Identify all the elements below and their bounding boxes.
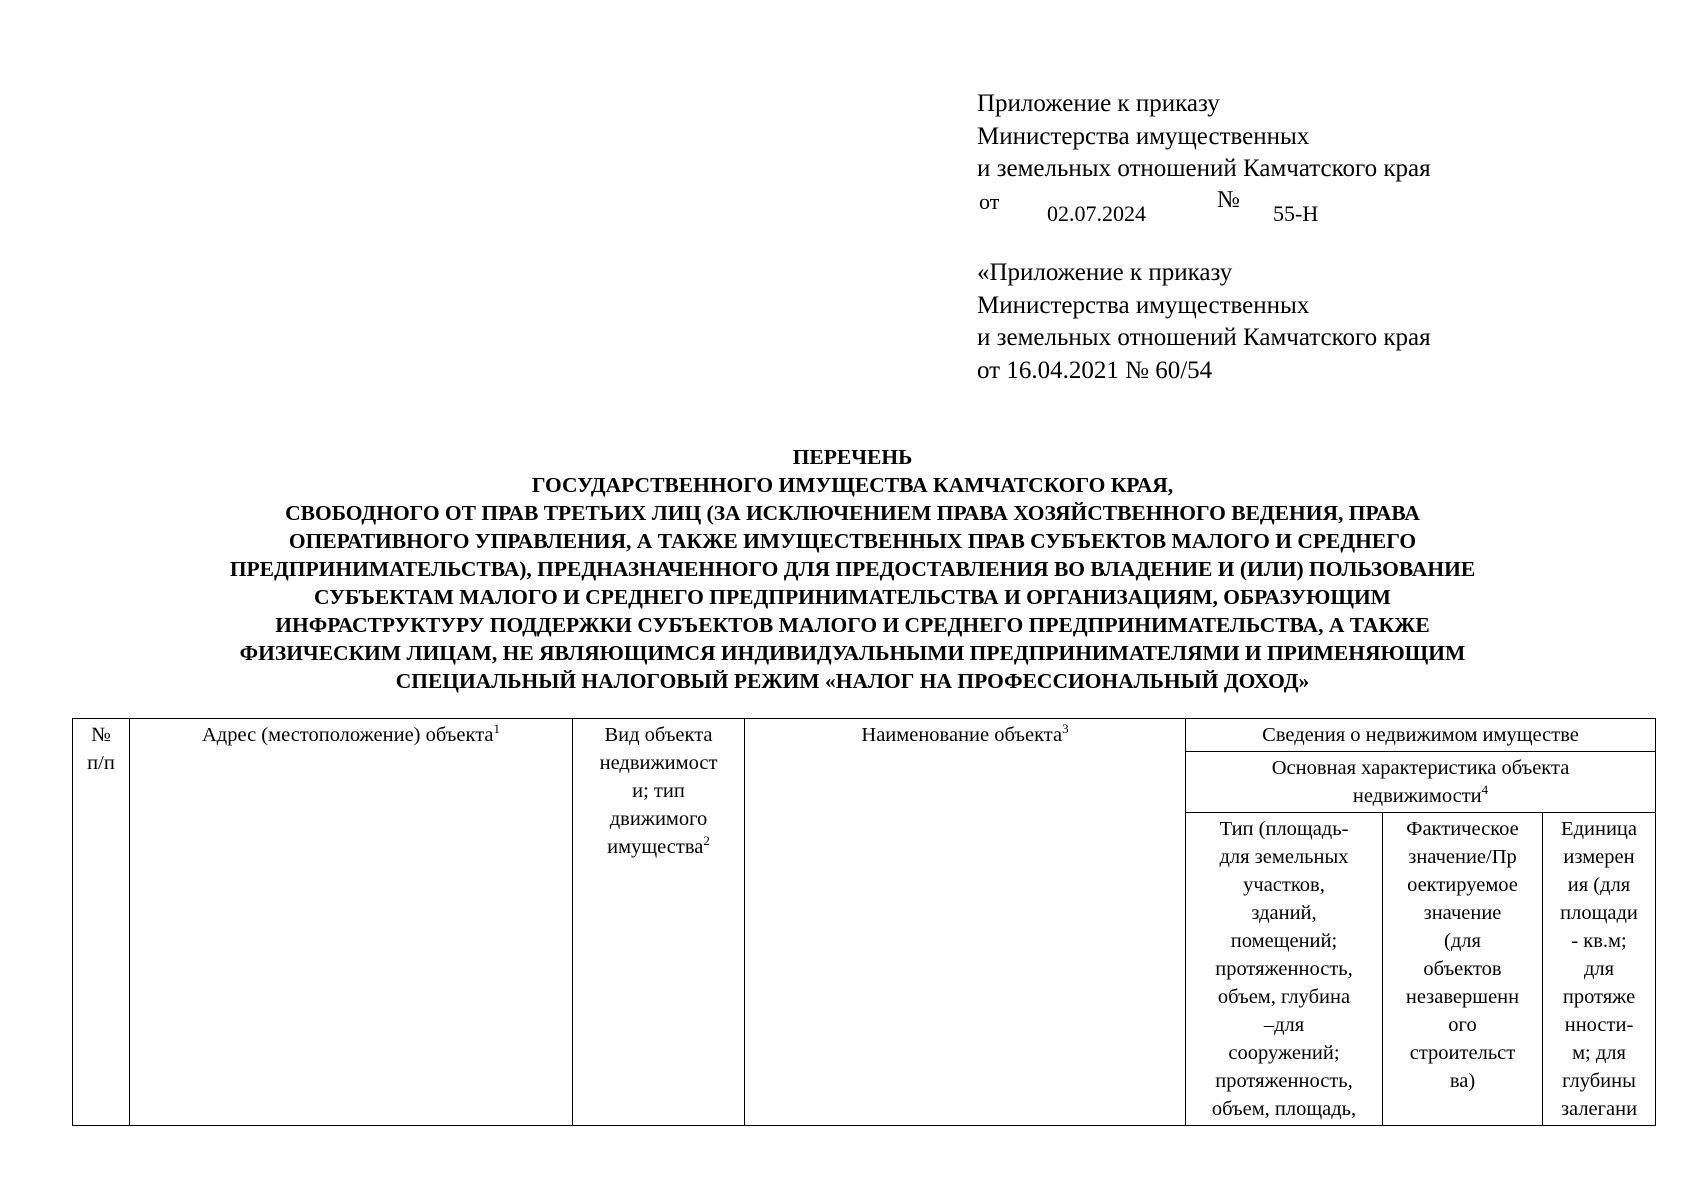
order-number: 55-Н xyxy=(1273,200,1319,226)
title-line: СУБЪЕКТАМ МАЛОГО И СРЕДНЕГО ПРЕДПРИНИМАТЕЛЬСТВА И ОРГАНИЗАЦИЯМ, ОБРАЗУЮЩИМ xyxy=(314,585,1391,609)
title-line: ИНФРАСТРУКТУРУ ПОДДЕРЖКИ СУБЪЕКТОВ МАЛОГО И СРЕДНЕГО ПРЕДПРИНИМАТЕЛЬСТВА, А ТАКЖЕ xyxy=(275,613,1430,637)
annex-line: «Приложение к приказу xyxy=(977,259,1233,286)
date-prefix: от xyxy=(979,188,1000,214)
header-main-characteristic: Основная характеристика объекта недвижимости$^4$ xyxy=(1186,752,1656,813)
header-realty-info: Сведения о недвижимом имуществе xyxy=(1186,719,1656,752)
annex-previous-order xyxy=(977,257,1617,387)
annex-line: Приложение к приказу xyxy=(977,90,1220,117)
header-object-name: Наименование объекта$^3$ xyxy=(745,719,1186,1126)
annex-line: и земельных отношений Камчатского края xyxy=(977,155,1431,182)
document-title xyxy=(120,443,1585,695)
property-registry-table xyxy=(72,718,1656,1126)
header-object-kind: Вид объекта недвижимост и; тип движимого имущества$^2$ xyxy=(573,719,745,1126)
number-sign: № xyxy=(1217,186,1240,213)
title-line: ОПЕРАТИВНОГО УПРАВЛЕНИЯ, А ТАКЖЕ ИМУЩЕСТВЕННЫХ ПРАВ СУБЪЕКТОВ МАЛОГО И СРЕДНЕГО xyxy=(288,529,1417,553)
annex-line: Министерства имущественных xyxy=(977,291,1310,319)
header-number: № п/п xyxy=(73,719,130,1126)
order-date: 02.07.2024 xyxy=(1047,200,1146,226)
title-line: ФИЗИЧЕСКИМ ЛИЦАМ, НЕ ЯВЛЯЮЩИМСЯ ИНДИВИДУАЛЬНЫМИ ПРЕДПРИНИМАТЕЛЯМИ И ПРИМЕНЯЮЩИМ xyxy=(239,641,1466,665)
header-address: Адрес (местоположение) объекта$^1$ xyxy=(130,719,573,1126)
annex-current-order xyxy=(977,88,1617,226)
title-line: ПЕРЕЧЕНЬ xyxy=(792,445,913,469)
footnote-3: 3 xyxy=(1062,721,1069,737)
annex-line: от 16.04.2021 № 60/54 xyxy=(977,356,1213,384)
header-characteristic-type: Тип (площадь- для земельных участков, зданий, помещений; протяженность, объем, глубина –для сооружений; протяженность, объем, площадь, xyxy=(1186,813,1383,1126)
annex-line: Министерства имущественных xyxy=(977,122,1310,150)
annex-line: и земельных отношений Камчатского края xyxy=(977,324,1431,351)
title-line: СПЕЦИАЛЬНЫЙ НАЛОГОВЫЙ РЕЖИМ «НАЛОГ НА ПРОФЕССИОНАЛЬНЫЙ ДОХОД» xyxy=(395,669,1310,693)
footnote-4: 4 xyxy=(1481,782,1489,798)
title-line: СВОБОДНОГО ОТ ПРАВ ТРЕТЬИХ ЛИЦ (ЗА ИСКЛЮЧЕНИЕМ ПРАВА ХОЗЯЙСТВЕННОГО ВЕДЕНИЯ, ПРАВА xyxy=(285,501,1420,525)
order-date-number xyxy=(977,186,1617,226)
header-unit: Единица измерен ия (для площади - кв.м; для протяже нности- м; для глубины залегани xyxy=(1543,813,1656,1126)
footnote-2: 2 xyxy=(703,833,710,849)
footnote-1: 1 xyxy=(493,721,501,737)
header-characteristic-value: Фактическое значение/Пр оектируемое значение (для объектов незавершенн ого строительст ва) xyxy=(1383,813,1543,1126)
title-line: ПРЕДПРИНИМАТЕЛЬСТВА), ПРЕДНАЗНАЧЕННОГО ДЛЯ ПРЕДОСТАВЛЕНИЯ ВО ВЛАДЕНИЕ И (ИЛИ) ПОЛЬЗОВАНИЕ xyxy=(229,557,1476,581)
title-line: ГОСУДАРСТВЕННОГО ИМУЩЕСТВА КАМЧАТСКОГО КРАЯ, xyxy=(531,473,1174,497)
